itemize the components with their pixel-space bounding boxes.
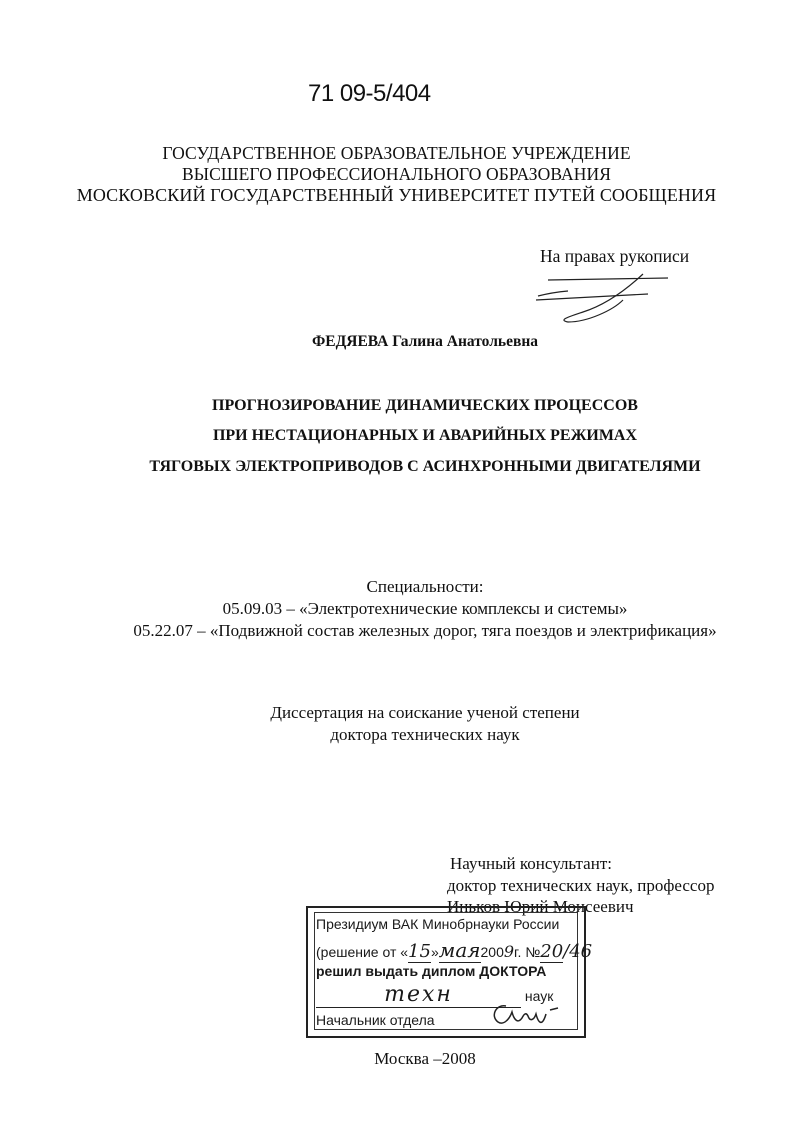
stamp-year-prefix: 200 — [480, 944, 504, 960]
consultant-name: Иньков Юрий Моисеевич — [447, 897, 634, 916]
registration-code: 71 09-5/404 — [308, 80, 431, 107]
stamp-year-digit: 9 — [503, 942, 515, 961]
stamp-decision-prefix: (решение от « — [316, 944, 409, 960]
stamp-science-field: техн — [316, 982, 521, 1008]
consultant-degree: доктор технических наук, профессор — [447, 876, 715, 895]
stamp-number: 20 — [540, 941, 564, 962]
rights-note: На правах рукописи — [540, 246, 690, 266]
dissertation-line-1: Диссертация на соискание ученой степени — [270, 703, 580, 722]
specialty-item-2: 05.22.07 – «Подвижной состав железных дорог, тяга поездов и электрификация» — [133, 621, 717, 640]
dissertation-line-2: доктора технических наук — [330, 725, 520, 744]
stamp-signature-icon — [488, 998, 568, 1032]
stamp-line-2 — [316, 938, 592, 962]
consultant-label: Научный консультант: — [450, 854, 612, 873]
stamp-number-extra: 46 — [569, 941, 593, 962]
author-signature-icon — [528, 270, 678, 328]
institution-line-3: МОСКОВСКИЙ ГОСУДАРСТВЕННЫЙ УНИВЕРСИТЕТ ПУТЕЙ СООБЩЕНИЯ — [76, 185, 717, 205]
institution-line-2: ВЫСШЕГО ПРОФЕССИОНАЛЬНОГО ОБРАЗОВАНИЯ — [181, 164, 612, 184]
institution-line-1: ГОСУДАРСТВЕННОЕ ОБРАЗОВАТЕЛЬНОЕ УЧРЕЖДЕНИЕ — [162, 143, 631, 163]
stamp-month: мая — [438, 938, 481, 962]
author-name: ФЕДЯЕВА Галина Анатольевна — [311, 333, 539, 350]
vak-stamp — [306, 906, 593, 1038]
stamp-number-label: г. № — [514, 944, 541, 960]
city-year: Москва –2008 — [374, 1049, 476, 1068]
title-line-1: ПРОГНОЗИРОВАНИЕ ДИНАМИЧЕСКИХ ПРОЦЕССОВ — [212, 397, 638, 414]
stamp-line-3: решил выдать диплом ДОКТОРА — [316, 963, 547, 979]
stamp-day: 15 — [408, 941, 431, 962]
title-line-3: ТЯГОВЫХ ЭЛЕКТРОПРИВОДОВ С АСИНХРОННЫМИ ДВИГАТЕЛЯМИ — [149, 458, 701, 475]
stamp-day-close: » — [430, 944, 439, 960]
specialties-heading: Специальности: — [366, 577, 484, 596]
stamp-line-5: Начальник отдела — [316, 1012, 435, 1028]
stamp-number-slash: / — [563, 941, 570, 962]
stamp-science-suffix: наук — [524, 988, 554, 1004]
specialty-item-1: 05.09.03 – «Электротехнические комплексы и системы» — [222, 599, 628, 618]
stamp-line-1: Президиум ВАК Минобрнауки России — [316, 916, 560, 932]
title-line-2: ПРИ НЕСТАЦИОНАРНЫХ И АВАРИЙНЫХ РЕЖИМАХ — [212, 427, 638, 444]
